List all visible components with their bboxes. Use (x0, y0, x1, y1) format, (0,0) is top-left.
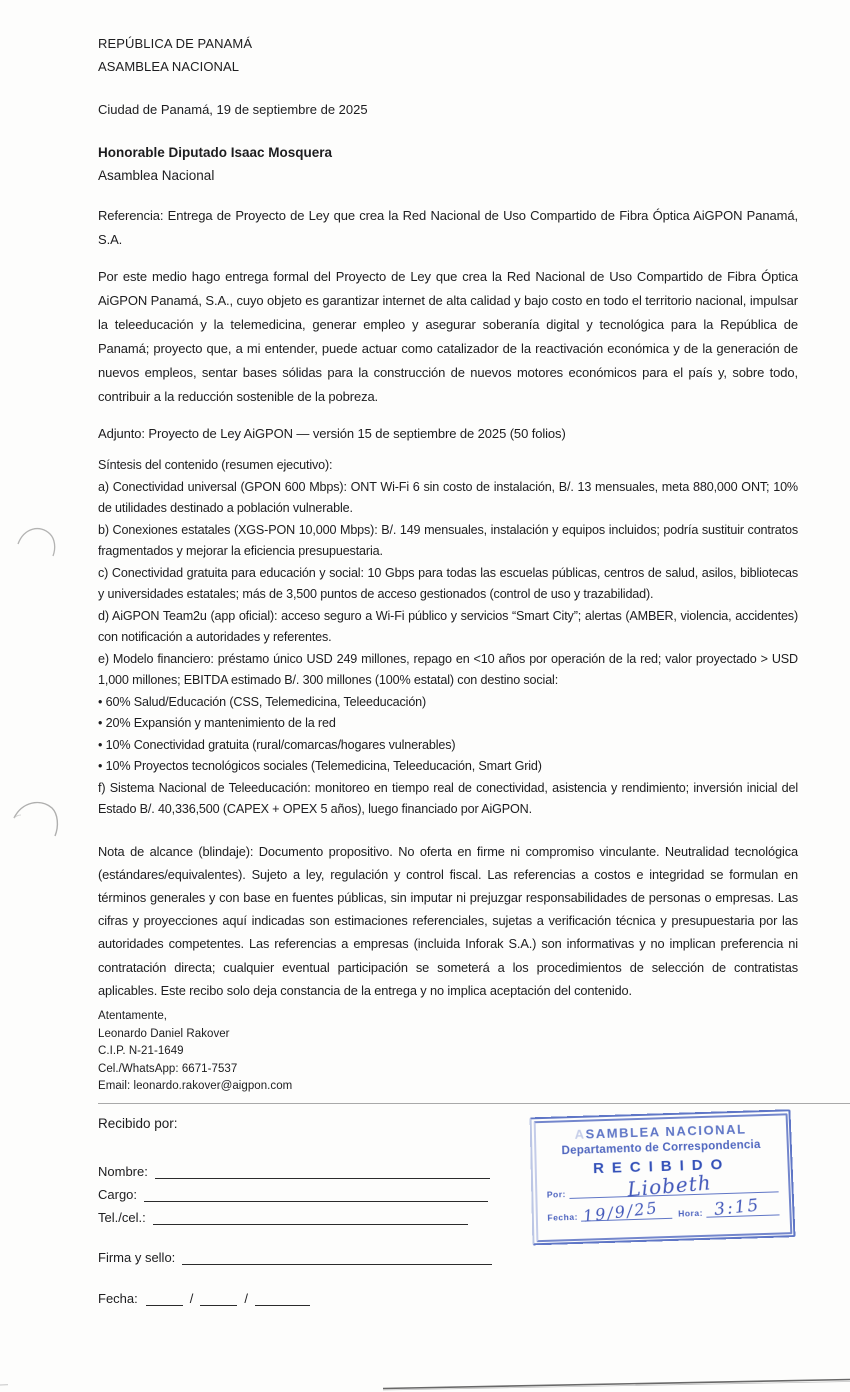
section-divider (98, 1103, 850, 1104)
field-row-fecha (98, 1286, 798, 1306)
recipient-name: Honorable Diputado Isaac Mosquera (98, 145, 333, 160)
attachment-line: Adjunto: Proyecto de Ley AiGPON — versión 15 de septiembre de 2025 (50 folios) (98, 426, 566, 441)
synthesis-title: Síntesis del contenido (resumen ejecutivo): (98, 458, 333, 472)
scan-artifact-arc-2 (12, 794, 64, 848)
fecha-slash-2: / (244, 1290, 248, 1306)
stamp-org-line: ASAMBLEA NACIONAL (574, 1120, 747, 1142)
stamp-recibido-text: RECIBIDO (592, 1155, 731, 1177)
field-row-cargo (98, 1179, 488, 1202)
letterhead-line1: REPÚBLICA DE PANAMÁ (98, 36, 253, 51)
synthesis-item-d: d) AiGPON Team2u (app oficial): acceso seguro a Wi-Fi público y servicios “Smart City”; alertas (AMBER, violencia, accidentes) con notificación a autoridades y referentes. (98, 608, 798, 644)
tel-label: Tel./cel.: (98, 1209, 146, 1225)
field-row-nombre (98, 1156, 490, 1179)
bullet-expansion: • 20% Expansión y mantenimiento de la red (98, 716, 336, 730)
bullet-proyectos-sociales: • 10% Proyectos tecnológicos sociales (Telemedicina, Teleeducación, Smart Grid) (98, 759, 542, 773)
field-row-tel (98, 1202, 468, 1225)
stamp-dept-line: Departamento de Correspondencia (561, 1137, 761, 1157)
signature-block (98, 1008, 798, 1096)
cargo-blank-line (144, 1184, 488, 1202)
received-stamp (530, 1109, 796, 1245)
scope-note: Nota de alcance (blindaje): Documento propositivo. No oferta en firme ni compromiso vinculante. Neutralidad tecnológica (estándares/equivalentes). Sujeto a ley, regulación y control fiscal. Las referencias a costos e integridad se formulan en términos generales y con base en fuentes públicas, sin imputar ni prejuzgar responsabilidades de personas o empresas. Las cifras y proyecciones aquí indicadas son estimaciones referenciales, sujetas a verificación técnica y presupuestaria por las autoridades competentes. Las referencias a empresas (incluida Inforak S.A.) son informativas y no implican preferencia ni contratación directa; cualquier eventual participación se someterá a los procedimientos de selección de contratistas aplicables. Este recibo solo deja constancia de la entrega y no implica aceptación del contenido. (98, 843, 798, 998)
stamp-fecha-hora-row (547, 1194, 779, 1226)
nombre-label: Nombre: (98, 1163, 148, 1179)
fecha-month-blank (200, 1290, 237, 1306)
letterhead (98, 28, 798, 78)
fecha-day-blank (146, 1290, 183, 1306)
field-row-firma (98, 1243, 492, 1265)
recipient-block (98, 141, 798, 187)
scan-artifact-arc-1 (16, 522, 60, 568)
sender-phone: Cel./WhatsApp: 6671-7537 (98, 1062, 238, 1075)
stamp-por-line (569, 1169, 779, 1201)
letterhead-line2: ASAMBLEA NACIONAL (98, 59, 240, 74)
tel-blank-line (153, 1207, 468, 1225)
stamp-hora-line (705, 1194, 779, 1220)
synthesis-item-f: f) Sistema Nacional de Teleeducación: monitoreo en tiempo real de conectividad, asistencia y rendimiento; inversión inicial del Estado B/. 40,336,500 (CAPEX + OPEX 5 años), luego financiado por AiGPON. (98, 780, 798, 816)
stamp-por-label: Por: (546, 1188, 566, 1200)
body-paragraph: Por este medio hago entrega formal del Proyecto de Ley que crea la Red Nacional de Uso Compartido de Fibra Óptica AiGPON Panamá, S.A., cuyo objeto es garantizar internet de alta calidad y bajo costo en todo el territorio nacional, impulsar la teleeducación y la telemedicina, generar empleo y asegurar soberanía digital y tecnológica para la República de Panamá; proyecto que, a mi entender, puede actuar como catalizador de la reactivación económica y de la generación de nuevos empleos, sentar bases sólidas para la construcción de nuevos motores económicos para el país y, sobre todo, contribuir a la reducción sostenible de la pobreza. (98, 269, 798, 404)
cargo-label: Cargo: (98, 1186, 138, 1202)
handwritten-time: 3:15 (713, 1194, 762, 1220)
receipt-section (98, 1103, 798, 1306)
stamp-fecha-line (581, 1197, 673, 1226)
bullet-salud-educacion: • 60% Salud/Educación (CSS, Telemedicina, Teleeducación) (98, 694, 427, 709)
handwritten-receiver-name: Liobeth (626, 1169, 713, 1201)
firma-blank-line (182, 1247, 492, 1265)
fecha-label: Fecha: (98, 1290, 138, 1306)
fecha-slash-1: / (189, 1290, 194, 1306)
synthesis-item-e: e) Modelo financiero: préstamo único USD 249 millones, repago en <10 años por operación de la red; valor proyectado > USD 1,000 millones; EBITDA estimado B/. 300 millones (100% estatal) con destino social: (98, 651, 798, 687)
reference-line: Referencia: Entrega de Proyecto de Ley que crea la Red Nacional de Uso Compartido de Fibra Óptica AiGPON Panamá, S.A. (98, 208, 798, 247)
stamp-inner-border (533, 1113, 792, 1242)
fecha-year-blank (255, 1290, 310, 1306)
stamp-fecha-label: Fecha: (547, 1211, 579, 1223)
sender-name: Leonardo Daniel Rakover (98, 1027, 230, 1040)
handwritten-date: 19/9/25 (581, 1197, 660, 1226)
synthesis-item-c: c) Conectividad gratuita para educación y social: 10 Gbps para todas las escuelas públicas, centros de salud, asilos, bibliotecas y universidades estatales; más de 3,500 puntos de acceso gestionados (control de uso y trazabilidad). (98, 565, 798, 601)
closing: Atentamente, (98, 1009, 168, 1022)
scan-edge-line (0, 1370, 850, 1392)
nombre-blank-line (155, 1161, 490, 1179)
synthesis-item-a: a) Conectividad universal (GPON 600 Mbps): ONT Wi-Fi 6 sin costo de instalación, B/. 13 mensuales, meta 880,000 ONT; 10% de utilidades destinado a población vulnerable. (98, 479, 798, 515)
sender-email: Email: leonardo.rakover@aigpon.com (98, 1080, 293, 1093)
synthesis-block (98, 455, 798, 821)
firma-label: Firma y sello: (98, 1249, 176, 1265)
date-line: Ciudad de Panamá, 19 de septiembre de 2025 (98, 102, 368, 117)
recipient-org: Asamblea Nacional (98, 168, 215, 183)
stamp-hora-label: Hora: (677, 1207, 704, 1218)
sender-id: C.I.P. N-21-1649 (98, 1045, 184, 1058)
letter-content (98, 28, 798, 1306)
bullet-conectividad-gratuita: • 10% Conectividad gratuita (rural/comarcas/hogares vulnerables) (98, 737, 456, 752)
synthesis-item-b: b) Conexiones estatales (XGS-PON 10,000 Mbps): B/. 149 mensuales, instalación y equipos incluidos; podría sustituir contratos fragmentados y mejorar la eficiencia presupuestaria. (98, 522, 798, 558)
received-by-label: Recibido por: (98, 1115, 178, 1131)
